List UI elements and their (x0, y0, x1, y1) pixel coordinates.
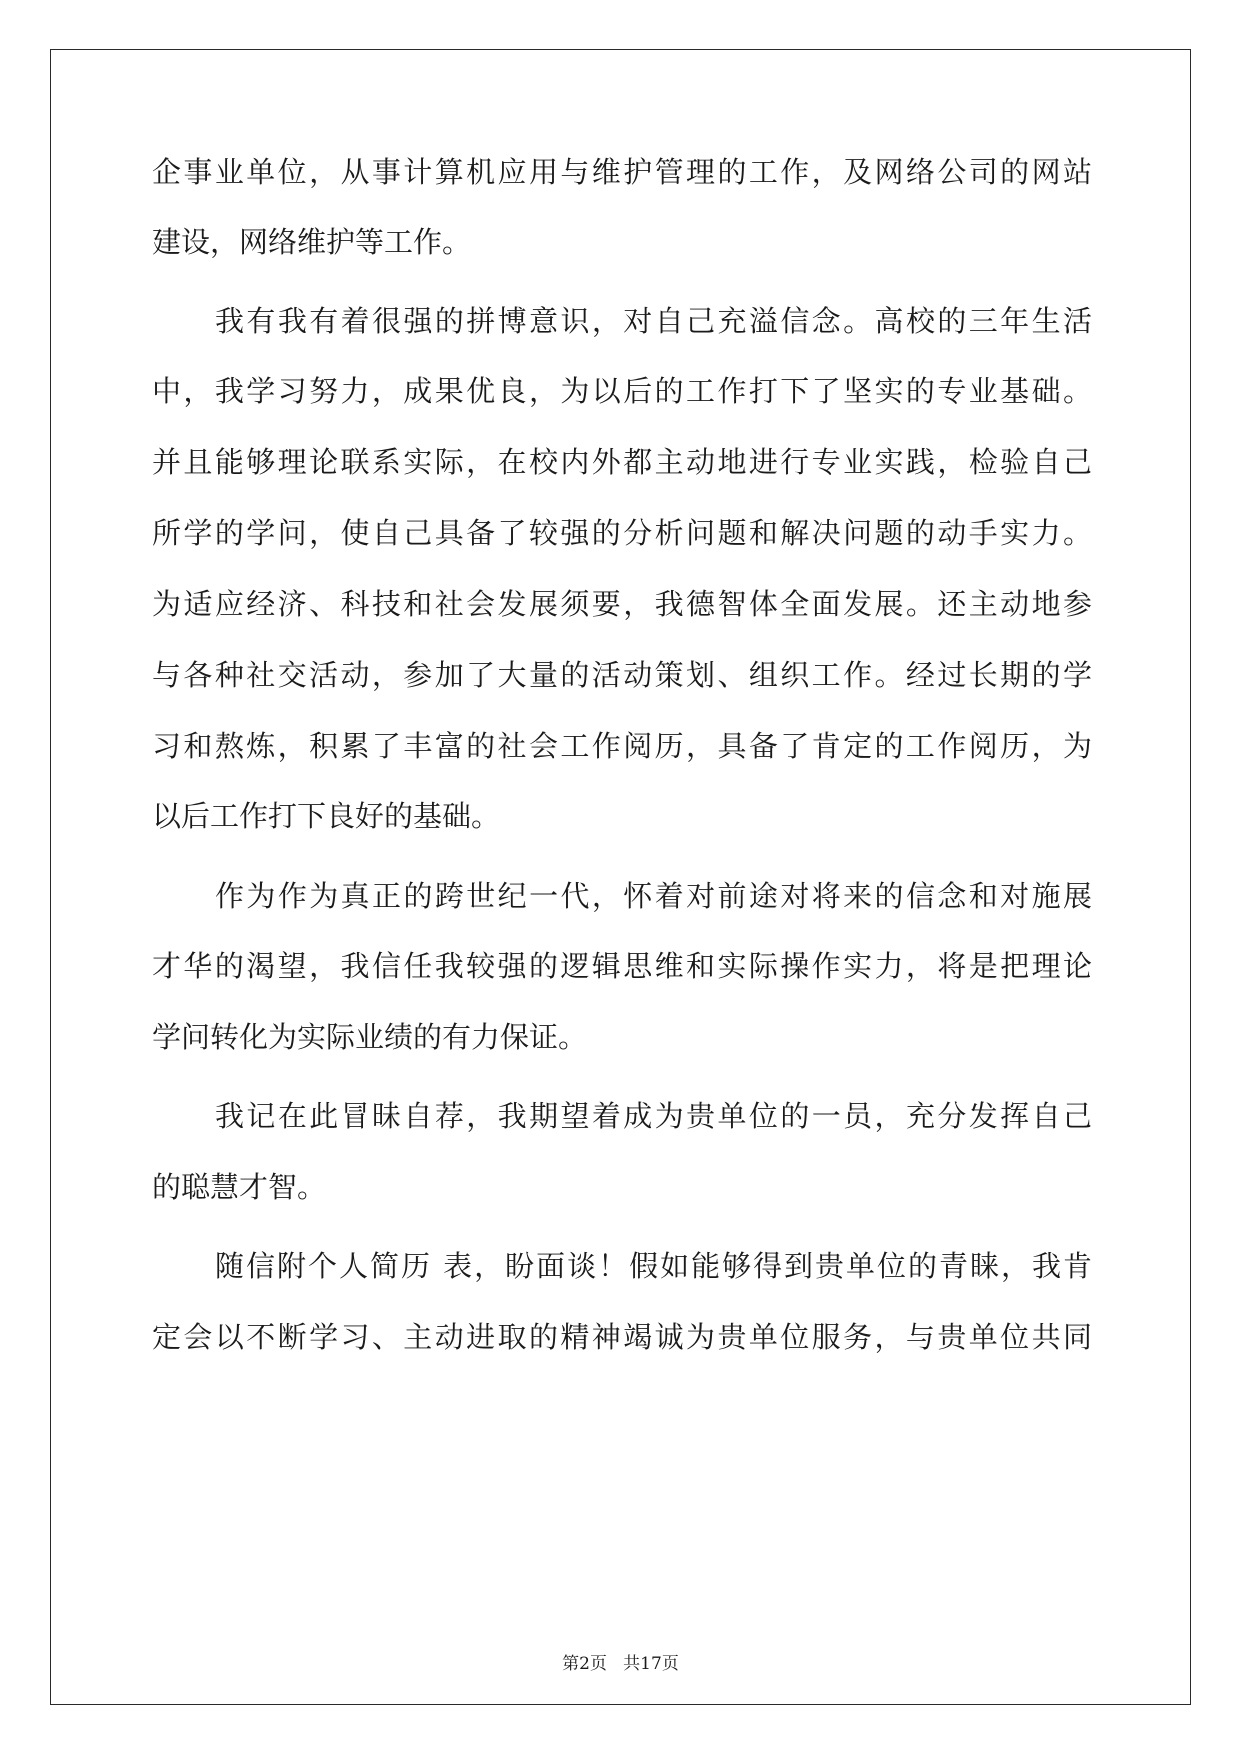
text-line: 中，我学习努力，成果优良，为以后的工作打下了坚实的专业基础。 (152, 374, 1092, 408)
text-line: 为适应经济、科技和社会发展须要，我德智体全面发展。还主动地参 (152, 587, 1092, 621)
text-line: 并且能够理论联系实际，在校内外都主动地进行专业实践，检验自己 (152, 445, 1092, 479)
text-line: 建设，网络维护等工作。 (152, 225, 472, 259)
paragraph-first-line: 我有我有着很强的拼博意识，对自己充溢信念。高校的三年生活 (215, 304, 1092, 338)
text-line: 所学的学问，使自己具备了较强的分析问题和解决问题的动手实力。 (152, 516, 1092, 550)
text-line: 定会以不断学习、主动进取的精神竭诚为贵单位服务，与贵单位共同 (152, 1320, 1092, 1354)
paragraph-first-line: 作为作为真正的跨世纪一代，怀着对前途对将来的信念和对施展 (215, 879, 1092, 913)
paragraph-first-line: 我记在此冒昧自荐，我期望着成为贵单位的一员，充分发挥自己 (215, 1099, 1092, 1133)
text-line: 才华的渴望，我信任我较强的逻辑思维和实际操作实力，将是把理论 (152, 949, 1092, 983)
text-line: 学问转化为实际业绩的有力保证。 (152, 1020, 588, 1054)
paragraph-first-line: 随信附个人简历 表，盼面谈！假如能够得到贵单位的青睐，我肯 (215, 1249, 1092, 1283)
text-line: 的聪慧才智。 (152, 1170, 327, 1204)
text-line: 以后工作打下良好的基础。 (152, 799, 501, 833)
text-line: 企事业单位，从事计算机应用与维护管理的工作，及网络公司的网站 (152, 155, 1092, 189)
text-line: 习和熬炼，积累了丰富的社会工作阅历，具备了肯定的工作阅历，为 (152, 729, 1092, 763)
text-line: 与各种社交活动，参加了大量的活动策划、组织工作。经过长期的学 (152, 658, 1092, 692)
page-number: 第2页 共17页 (562, 1654, 679, 1674)
